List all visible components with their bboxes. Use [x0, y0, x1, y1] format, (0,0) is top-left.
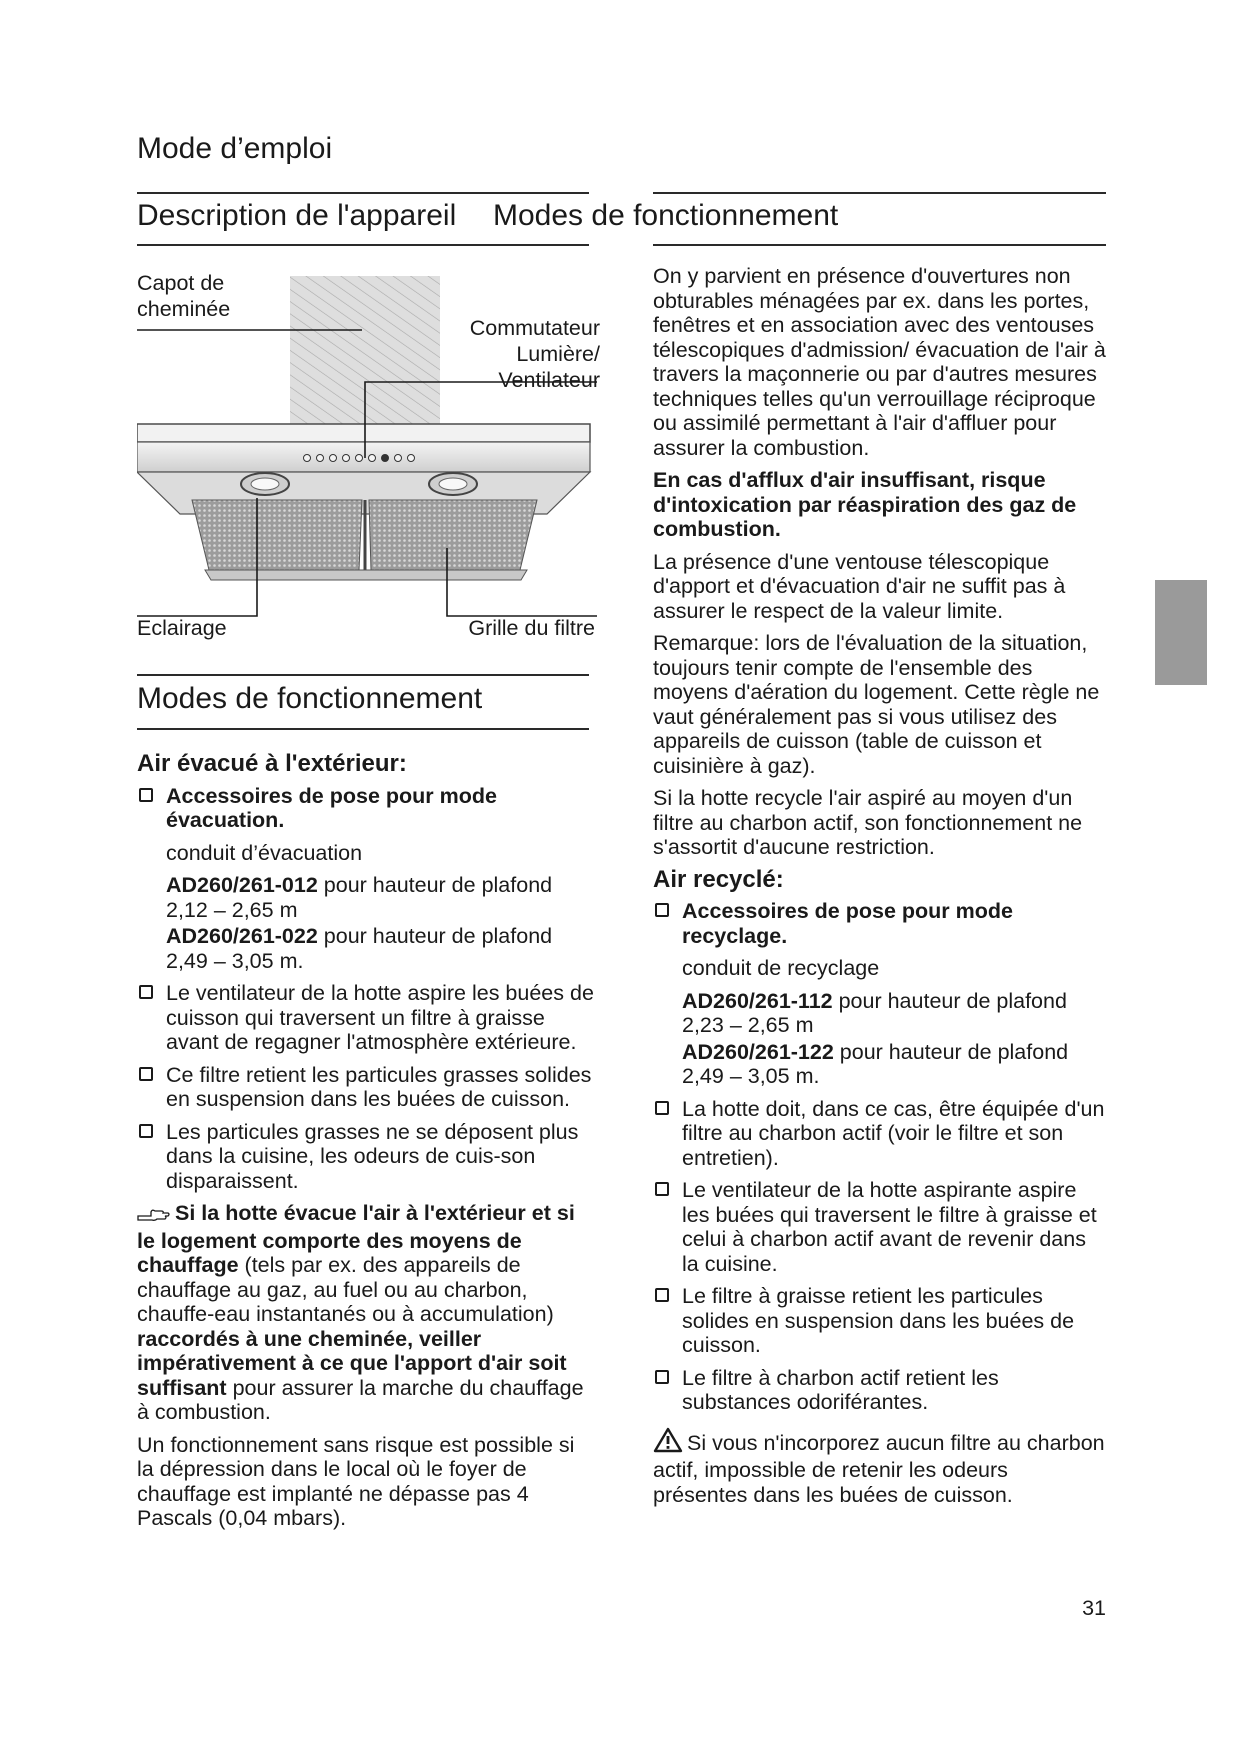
- grease-filter-left: [192, 500, 362, 570]
- section-title-modes: Modes de fonctionnement: [493, 199, 839, 232]
- checkbox-square-icon: [139, 1067, 153, 1081]
- left-column-body: [137, 752, 597, 1539]
- model-1-text: pour hauteur de plafond 2,23 – 2,65 m: [682, 988, 1067, 1037]
- final-warning-text: Si vous n'incorporez aucun filtre au charbon actif, impossible de retenir les odeurs présentes dans les buées de cuisson.: [653, 1430, 1105, 1507]
- checkbox-square-icon: [139, 788, 153, 802]
- recycle-note-text: Si la hotte recycle l'air aspiré au moyen d'un filtre au charbon actif, son fonctionnement ne s'assortit d'aucune restriction.: [653, 786, 1083, 859]
- duct-text: conduit de recyclage: [682, 956, 880, 980]
- modes-title: Modes de fonctionnement: [137, 682, 483, 715]
- warning-triangle-icon: [653, 1427, 683, 1459]
- model-2: [653, 1040, 1108, 1089]
- list-item: [137, 1120, 597, 1194]
- label-filter-grille: Grille du filtre: [468, 616, 595, 640]
- pointing-hand-icon: [137, 1204, 171, 1229]
- exhaust-title: Air évacué à l'extérieur:: [137, 750, 407, 777]
- list-item: [653, 1097, 1108, 1171]
- checkbox-square-icon: [655, 903, 669, 917]
- list-item: [653, 1178, 1108, 1276]
- checkbox-square-icon: [655, 1101, 669, 1115]
- model-1: [653, 989, 1108, 1038]
- list-item-text: Les particules grasses ne se déposent plus dans la cuisine, les odeurs de cuis-son disparaissent.: [166, 1119, 579, 1193]
- label-switch: Commutateur Lumière/ Ventilateur: [469, 316, 600, 392]
- model-1-code: AD260/261-012: [166, 873, 318, 897]
- page-title: Mode d’emploi: [137, 132, 333, 165]
- control-buttons: [304, 455, 415, 462]
- rule-under-title-right: [653, 244, 1106, 246]
- list-item-text: Le filtre à charbon actif retient les substances odoriférantes.: [682, 1365, 999, 1414]
- checkbox-square-icon: [139, 1124, 153, 1138]
- model-1-code: AD260/261-112: [682, 988, 833, 1013]
- note-text-2: pour assurer la marche du chauffage à combustion.: [137, 1375, 584, 1424]
- checkbox-square-icon: [655, 1288, 669, 1302]
- list-item: [137, 1063, 597, 1112]
- section-title-description: Description de l'appareil: [137, 199, 457, 232]
- list-item-text: Le filtre à graisse retient les particules solides en suspension dans les buées de cuisson.: [682, 1284, 1075, 1357]
- model-1: [137, 873, 597, 922]
- model-2-code: AD260/261-122: [682, 1039, 834, 1064]
- safe-operation-text: Un fonctionnement sans risque est possible si la dépression dans le local où le foyer de chauffage est implanté ne dépasse pas 4 Pascals (0,04 mbars).: [137, 1432, 575, 1530]
- intro-text: On y parvient en présence d'ouvertures non obturables ménagées par ex. dans les portes, fenêtres et en association avec des ventouses télescopiques d'admission/ évacuation de l'air à travers la maçonnerie ou par d'autres mesures techniques telles qu'un verrouillage réciproque ou assimilé permettant à l'air d'affluer pour assurer la combustion.: [653, 264, 1106, 460]
- list-item-text: Le ventilateur de la hotte aspire les buées de cuisson qui traversent un filtre à graisse avant de regagner l'atmosphère extérieure.: [166, 981, 594, 1054]
- note-bold-1: Si la hotte évacue l'air à l'extérieur et si le logement comporte des moyens de chauffage: [137, 1201, 575, 1277]
- checkbox-square-icon: [655, 1182, 669, 1196]
- rule-top-right: [653, 192, 1106, 194]
- model-2-code: AD260/261-022: [166, 924, 318, 948]
- label-lighting: Eclairage: [137, 616, 227, 640]
- checkbox-square-icon: [655, 1370, 669, 1384]
- list-item-text: Le ventilateur de la hotte aspirante aspire les buées qui traversent le filtre à graisse et celui à charbon actif avant de revenir dans la cuisine.: [682, 1178, 1097, 1276]
- model-2-text: pour hauteur de plafond 2,49 – 3,05 m.: [682, 1039, 1069, 1088]
- note-bold-2: raccordés à une cheminée, veiller impérativement à ce que l'apport d'air soit suffisant: [137, 1326, 567, 1400]
- rule-modes-bottom: [137, 728, 589, 730]
- warning-bold-text: En cas d'afflux d'air insuffisant, risque d'intoxication par réaspiration des gaz de combustion.: [653, 468, 1077, 541]
- accessories-title: Accessoires de pose pour mode évacuation.: [166, 783, 497, 832]
- grease-filter-right: [369, 500, 537, 570]
- rule-modes-top: [137, 674, 589, 676]
- chapter-tab: [1155, 580, 1207, 685]
- list-item: [653, 1366, 1108, 1415]
- list-item: [653, 1284, 1108, 1358]
- duct-text: conduit d’évacuation: [166, 840, 363, 865]
- recycled-title: Air recyclé:: [653, 865, 784, 893]
- rule-under-title-left: [137, 244, 589, 246]
- model-1-text: pour hauteur de plafond 2,12 – 2,65 m: [166, 873, 553, 922]
- model-2-text: pour hauteur de plafond 2,49 – 3,05 m.: [166, 924, 553, 973]
- label-chimney-cover: Capot de cheminée: [137, 271, 231, 321]
- ventouse-text: La présence d'une ventouse télescopique d'apport et d'évacuation d'air ne suffit pas à assurer le respect de la valeur limite.: [653, 549, 1066, 623]
- right-column-body: [653, 264, 1108, 1515]
- accessories-item: [653, 899, 1108, 948]
- model-2: [137, 924, 597, 973]
- heating-note: [137, 1201, 597, 1425]
- accessories-item: [137, 784, 597, 833]
- accessories-title: Accessoires de pose pour mode recyclage.: [682, 899, 1013, 948]
- note-text-1: (tels par ex. des appareils de chauffage au gaz, au fuel ou au charbon, chauffe-eau instantanés ou à accumulation): [137, 1253, 554, 1326]
- page-number: 31: [1082, 1596, 1106, 1620]
- list-item-text: Ce filtre retient les particules grasses solides en suspension dans les buées de cuisson.: [166, 1062, 592, 1111]
- final-warning: [653, 1427, 1108, 1508]
- rule-top-left: [137, 192, 589, 194]
- checkbox-square-icon: [139, 985, 153, 999]
- list-item-text: La hotte doit, dans ce cas, être équipée d'un filtre au charbon actif (voir le filtre et son entretien).: [682, 1096, 1105, 1170]
- list-item: [137, 981, 597, 1055]
- remark-text: Remarque: lors de l'évaluation de la situation, toujours tenir compte de l'ensemble des moyens d'aération du logement. Cette règle ne vaut généralement pas si vous utilisez des appareils de cuisson (table de cuisson et cuisinière à gaz).: [653, 631, 1100, 778]
